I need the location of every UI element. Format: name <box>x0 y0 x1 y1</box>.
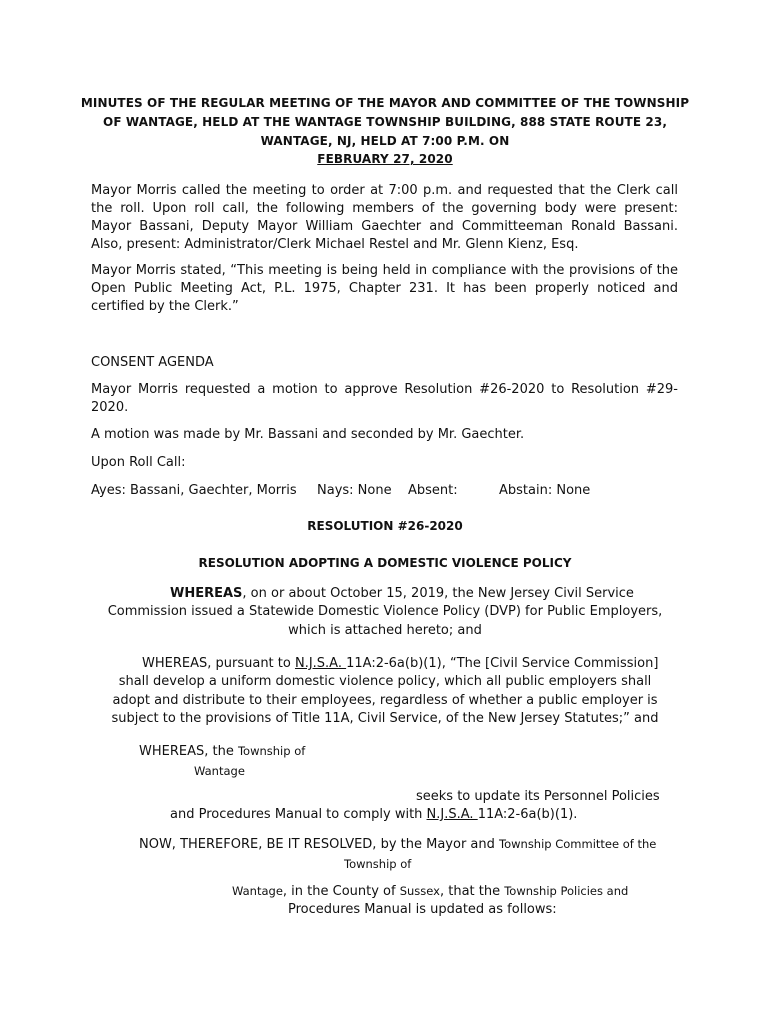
now-f: Sussex <box>399 884 440 898</box>
title-line-1: MINUTES OF THE REGULAR MEETING OF THE MAYOR AND COMMITTEE OF THE TOWNSHIP <box>80 96 690 110</box>
title-date: FEBRUARY 27, 2020 <box>317 152 453 166</box>
whereas-2-line-2: shall develop a uniform domestic violence policy, which all public employers shall <box>118 674 652 689</box>
whereas-1-bold: WHEREAS <box>170 586 243 601</box>
whereas-1-line-2: Commission issued a Statewide Domestic Violence Policy (DVP) for Public Employers, <box>107 604 663 619</box>
now-d: Wantage <box>232 884 283 898</box>
whereas-2-line-1 <box>142 656 658 671</box>
whereas-3-line-3: seeks to update its Personnel Policies <box>416 789 660 804</box>
whereas-3-line-4 <box>170 807 577 822</box>
title-line-3: WANTAGE, NJ, HELD AT 7:00 P.M. ON <box>260 134 510 148</box>
motion-text: A motion was made by Mr. Bassani and seconded by Mr. Gaechter. <box>91 427 525 442</box>
whereas-1-line-3: which is attached hereto; and <box>288 623 482 638</box>
opening-line-3: Mayor Bassani, Deputy Mayor William Gaechter and Committeeman Ronald Bassani. <box>91 219 678 234</box>
opening-line-4: Also, present: Administrator/Clerk Michael Restel and Mr. Glenn Kienz, Esq. <box>91 237 579 252</box>
now-therefore-line-4: Procedures Manual is updated as follows: <box>288 902 557 917</box>
njsa-citation-2: N.J.S.A. <box>426 807 478 822</box>
opma-line-1: Mayor Morris stated, “This meeting is being held in compliance with the provisions of the <box>91 263 678 278</box>
whereas-3-e: and Procedures Manual to comply with <box>170 807 427 822</box>
resolution-number: RESOLUTION #26-2020 <box>307 519 463 533</box>
vote-nays: Nays: None <box>317 483 392 498</box>
now-b: Township Committee of the <box>499 837 657 851</box>
title-line-2: OF WANTAGE, HELD AT THE WANTAGE TOWNSHIP BUILDING, 888 STATE ROUTE 23, <box>103 115 667 129</box>
now-a: NOW, THEREFORE, BE IT RESOLVED, by the Mayor and <box>139 837 500 852</box>
vote-abstain: Abstain: None <box>499 483 591 498</box>
vote-absent: Absent: <box>408 483 458 498</box>
now-g: , that the <box>439 884 505 899</box>
consent-agenda-heading: CONSENT AGENDA <box>91 355 214 370</box>
now-therefore-line-1 <box>139 837 656 852</box>
whereas-3-line-1 <box>139 744 305 759</box>
opma-line-2: Open Public Meeting Act, P.L. 1975, Chapter 231. It has been properly noticed and <box>91 281 678 296</box>
whereas-1-line-1 <box>170 586 634 601</box>
consent-request-line-2: 2020. <box>91 400 129 415</box>
whereas-3-a: WHEREAS, the <box>139 744 238 759</box>
now-therefore-line-3 <box>232 884 628 899</box>
resolution-title: RESOLUTION ADOPTING A DOMESTIC VIOLENCE POLICY <box>198 556 572 570</box>
consent-request-line-1: Mayor Morris requested a motion to approve Resolution #26-2020 to Resolution #29- <box>91 382 678 397</box>
whereas-2-suffix: 11A:2-6a(b)(1), “The [Civil Service Commission] <box>346 656 659 671</box>
roll-call-label: Upon Roll Call: <box>91 455 186 470</box>
opma-line-3: certified by the Clerk.” <box>91 299 239 314</box>
whereas-3-b: Township of <box>237 744 306 758</box>
now-h: Township Policies and <box>504 884 629 898</box>
whereas-2-line-3: adopt and distribute to their employees, regardless of whether a public employer is <box>112 693 658 708</box>
opening-line-1: Mayor Morris called the meeting to order at 7:00 p.m. and requested that the Clerk call <box>91 183 678 198</box>
now-therefore-township: Township of <box>344 857 412 871</box>
vote-ayes: Ayes: Bassani, Gaechter, Morris <box>91 483 297 498</box>
whereas-1-text: , on or about October 15, 2019, the New Jersey Civil Service <box>242 586 634 601</box>
opening-line-2: the roll. Upon roll call, the following members of the governing body were present: <box>91 201 678 216</box>
njsa-citation: N.J.S.A. <box>294 656 347 671</box>
whereas-2-prefix: WHEREAS, pursuant to <box>142 656 295 671</box>
whereas-2-line-4: subject to the provisions of Title 11A, Civil Service, of the New Jersey Statutes;” and <box>111 711 659 726</box>
now-e: , in the County of <box>282 884 400 899</box>
whereas-3-township: Wantage <box>194 764 245 778</box>
whereas-3-f: 11A:2-6a(b)(1). <box>477 807 578 822</box>
